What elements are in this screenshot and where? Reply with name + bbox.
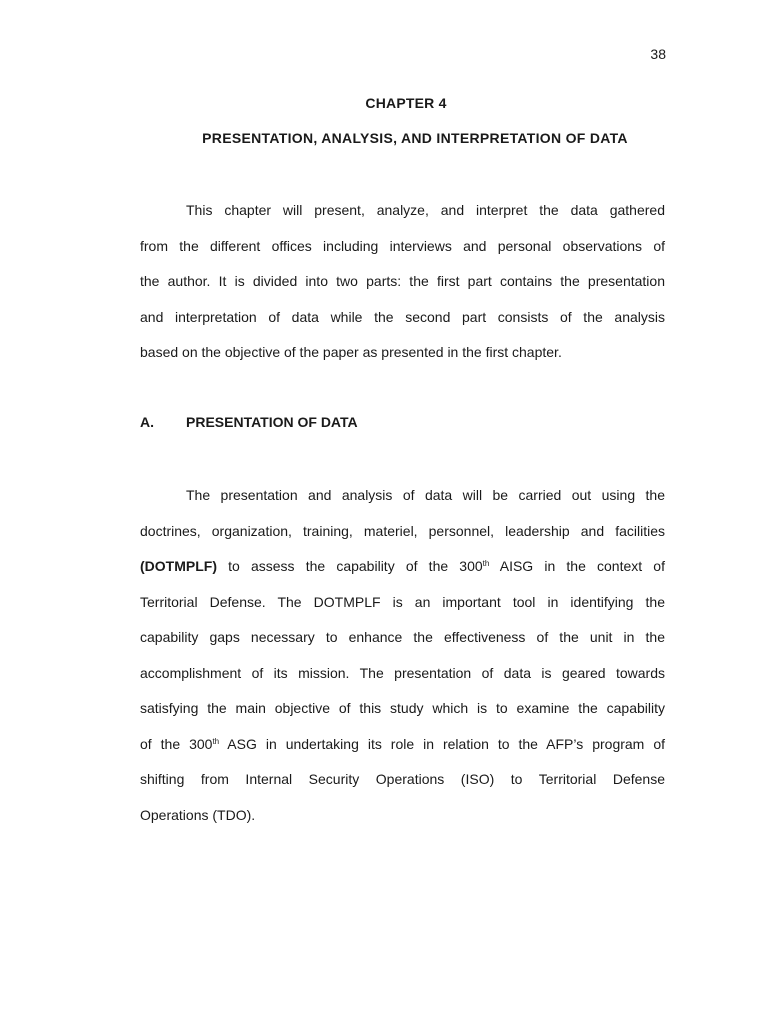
body-line: [140, 727, 665, 763]
body-line: satisfying the main objective of this study which is to examine the capability: [140, 700, 665, 716]
chapter-subtitle: PRESENTATION, ANALYSIS, AND INTERPRETATION OF DATA: [202, 130, 628, 146]
ordinal-suffix: th: [212, 736, 220, 746]
intro-line: based on the objective of the paper as presented in the first chapter.: [140, 344, 562, 360]
body-line: doctrines, organization, training, materiel, personnel, leadership and facilities: [140, 522, 665, 539]
body-paragraph: [140, 478, 665, 833]
body-line: Operations (TDO).: [140, 806, 256, 823]
body-line: accomplishment of its mission. The presentation of data is geared towards: [140, 664, 665, 681]
intro-line: This chapter will present, analyze, and interpret the data gathered: [186, 202, 665, 218]
page-number: 38: [650, 46, 666, 62]
section-heading: [140, 414, 358, 430]
body-line: The presentation and analysis of data will be carried out using the: [186, 487, 665, 503]
intro-line: and interpretation of data while the second part consists of the analysis: [140, 308, 665, 325]
body-line: Territorial Defense. The DOTMPLF is an important tool in identifying the: [140, 593, 665, 610]
chapter-title: CHAPTER 4: [365, 95, 447, 111]
intro-paragraph: [140, 193, 665, 371]
body-text: to assess the capability of the 300: [216, 558, 483, 574]
body-line: capability gaps necessary to enhance the effectiveness of the unit in the: [140, 629, 665, 645]
acronym-dotmplf: (DOTMPLF): [140, 558, 217, 574]
body-line: [140, 549, 665, 585]
intro-line: from the different offices including interviews and personal observations of: [140, 237, 665, 254]
section-title: PRESENTATION OF DATA: [186, 414, 358, 430]
body-line: shifting from Internal Security Operations (ISO) to Territorial Defense: [140, 771, 665, 787]
intro-line: the author. It is divided into two parts: the first part contains the presentation: [140, 273, 665, 289]
body-text: AISG in the context of: [489, 558, 665, 574]
ordinal-suffix: th: [482, 559, 490, 568]
body-text: of the 300: [140, 735, 213, 752]
section-letter: A.: [140, 414, 154, 430]
body-text: ASG in undertaking its role in relation to the AFP’s program of: [219, 735, 665, 752]
